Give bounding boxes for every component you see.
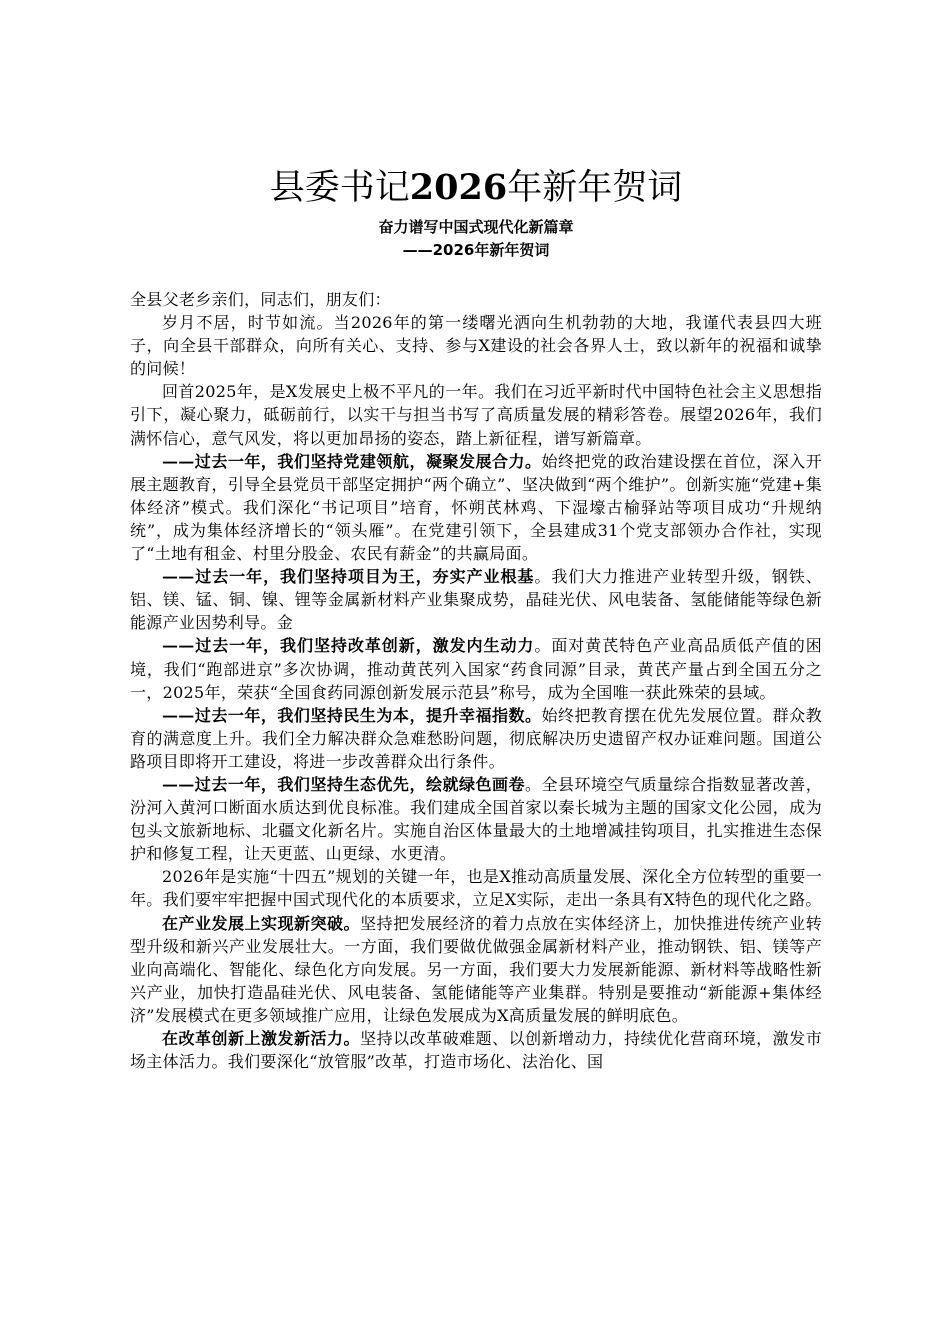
greeting-paragraph xyxy=(130,288,822,311)
document-body xyxy=(130,288,822,1073)
paragraph-lead: ——过去一年，我们坚持改革创新，激发内生动力 xyxy=(162,636,535,656)
paragraph-text: 。面对黄芪特色产业高品质低产值的困境，我们“跑部进京”多次协调，推动黄芪列入国家“药食同源”目录，黄芪产量占到全国五分之一，2025年，荣获“全国食药同源创新发展示范县”称号，成为全国唯一获此殊荣的县域。 xyxy=(130,636,822,702)
page-title xyxy=(130,166,822,210)
paragraph-text: 始终把党的政治建设摆在首位，深入开展主题教育，引导全县党员干部坚定拥护“两个确立”、坚决做到“两个维护”。创新实施“党建+集体经济”模式。我们深化“书记项目”培育，怀朔芪林鸡、下湿壕古榆驿站等项目成功“升规纳统”，成为集体经济增长的“领头雁”。在党建引领下，全县建成31个党支部领办合作社，实现了“土地有租金、村里分股金、农民有薪金”的共赢局面。 xyxy=(130,451,822,564)
paragraph xyxy=(130,380,822,449)
paragraph xyxy=(130,865,822,911)
paragraph-text: 。我们大力推进产业转型升级，钢铁、铝、镁、锰、铜、镍、锂等金属新材料产业集聚成势，晶硅光伏、风电装备、氢能储能等绿色新能源产业因势利导。金 xyxy=(130,567,822,633)
paragraph xyxy=(130,450,822,565)
paragraph-text: 。全县环境空气质量综合指数显著改善，汾河入黄河口断面水质达到优良标准。我们建成全国首家以秦长城为主题的国家文化公园，成为包头文旅新地标、北疆文化新名片。实施自治区体量最大的土地增减挂钩项目，扎实推进生态保护和修复工程，让天更蓝、山更绿、水更清。 xyxy=(130,774,822,864)
paragraph-text: 全县父老乡亲们，同志们，朋友们： xyxy=(130,290,391,309)
paragraph xyxy=(130,773,822,865)
paragraph-text: 坚持把发展经济的着力点放在实体经济上，加快推进传统产业转型升级和新兴产业发展壮大。一方面，我们要做优做强金属新材料产业，推动钢铁、铝、镁等产业向高端化、智能化、绿色化方向发展。另一方面，我们要大力发展新能源、新材料等战略性新兴产业，加快打造晶硅光伏、风电装备、氢能储能等产业集群。特别是要推动“新能源+集体经济”发展模式在更多领域推广应用，让绿色发展成为X高质量发展的鲜明底色。 xyxy=(130,913,822,1025)
title-year: 2026 xyxy=(409,167,508,208)
subtitle: 奋力谱写中国式现代化新篇章 xyxy=(378,218,574,236)
paragraph-text: 坚持以改革破难题、以创新增动力，持续优化营商环境，激发市场主体活力。我们要深化“放管服”改革，打造市场化、法治化、国 xyxy=(130,1029,822,1072)
paragraph xyxy=(130,634,822,703)
paragraph-text: 2026年是实施“十四五”规划的关键一年，也是X推动高质量发展、深化全方位转型的重要一年。我们要牢牢把握中国式现代化的本质要求，立足X实际，走出一条具有X特色的现代化之路。 xyxy=(130,867,822,910)
subtitle-2: ——2026年新年贺词 xyxy=(402,241,550,259)
paragraph-text: 回首2025年，是X发展史上极不平凡的一年。我们在习近平新时代中国特色社会主义思想指引下，凝心聚力，砥砺前行，以实干与担当书写了高质量发展的精彩答卷。展望2026年，我们满怀信心，意气风发，将以更加昂扬的姿态，踏上新征程，谱写新篇章。 xyxy=(130,382,822,448)
paragraph xyxy=(130,704,822,773)
title-suffix: 年新年贺词 xyxy=(507,168,683,208)
paragraph xyxy=(130,311,822,380)
paragraph-lead: ——过去一年，我们坚持民生为本，提升幸福指数。 xyxy=(162,705,542,725)
paragraph-lead: ——过去一年，我们坚持党建领航，凝聚发展合力。 xyxy=(162,451,542,471)
paragraph xyxy=(130,565,822,634)
paragraph xyxy=(130,912,822,1027)
paragraph xyxy=(130,1027,822,1073)
paragraph-lead: ——过去一年，我们坚持项目为王，夯实产业根基 xyxy=(162,567,535,587)
title-prefix: 县委书记 xyxy=(269,168,410,208)
document-page xyxy=(130,0,822,1344)
paragraph-text: 岁月不居，时节如流。当2026年的第一缕曙光洒向生机勃勃的大地，我谨代表县四大班子，向全县干部群众，向所有关心、支持、参与X建设的社会各界人士，致以新年的祝福和诚挚的问候！ xyxy=(130,313,822,379)
paragraph-lead: 在改革创新上激发新活力。 xyxy=(162,1029,361,1048)
paragraph-lead: ——过去一年，我们坚持生态优先，绘就绿色画卷 xyxy=(162,774,526,794)
paragraph-text: 始终把教育摆在优先发展位置。群众教育的满意度上升。我们全力解决群众急难愁盼问题，彻底解决历史遗留产权办证难问题。国道公路项目即将开工建设，将进一步改善群众出行条件。 xyxy=(130,705,822,771)
paragraph-lead: 在产业发展上实现新突破。 xyxy=(162,913,361,933)
